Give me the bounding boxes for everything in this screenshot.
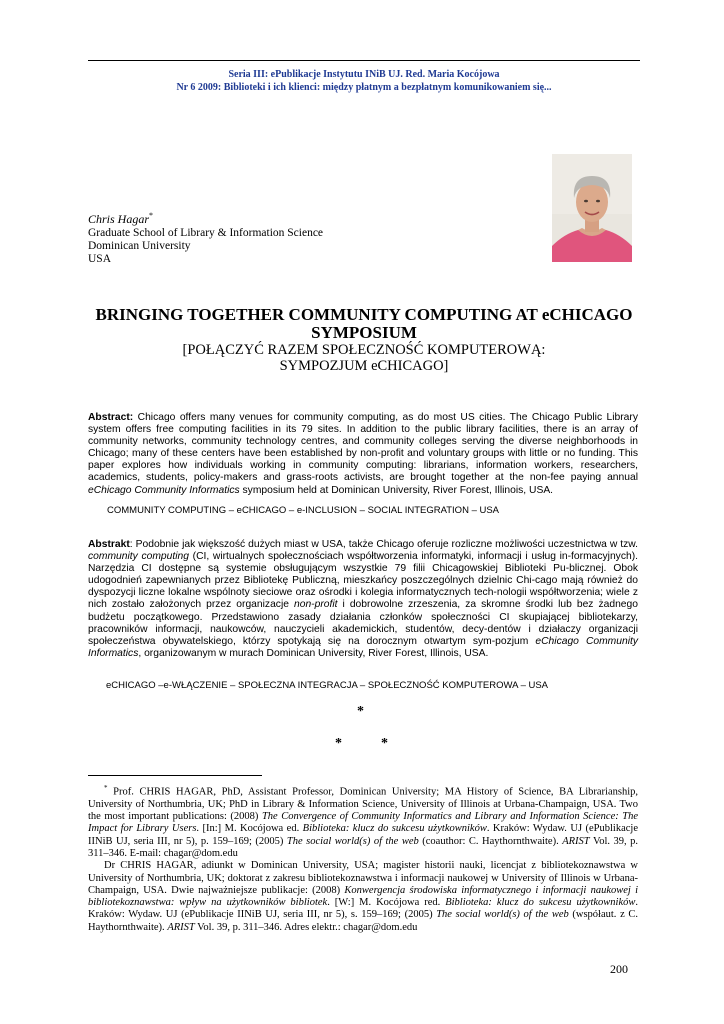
author-block: [88, 209, 323, 266]
author-affiliation: Graduate School of Library & Information Science: [88, 226, 324, 239]
footnotes: [88, 782, 638, 934]
footnote-mark: *: [104, 784, 108, 792]
abstract-tail: symposium held at Dominican University, River Forest, Illinois, USA.: [239, 484, 554, 496]
running-header: [88, 60, 640, 94]
abstrakt-text-4: , organizowanym w murach Dominican University, River Forest, Illinois, USA.: [138, 647, 489, 659]
abstract-label: Abstract:: [88, 412, 134, 423]
footnote-divider: [88, 775, 262, 776]
abstrakt-text-2: (CI, wirtualnych społecznościach współtworzenia informatyki, informacji i usług in-formacyjnych). Narzędzia CI dostępne są systemie obsługującym wszystkie 79 filii Chicagowskiej Biblioteki Pu-blicznej. Obok udogodnień zapewnianych przez Bibliotekę Publiczną, mieszkańcy poszczególnych dzielnic Chi-cago mają również do dyspozycji liczne lokalne wspólnoty sieciowe oraz ośrodki i kolegia informatycznych tech-nologii współtworzenia; wiele z nich zostało założonych przez organizacje: [88, 551, 639, 611]
abstract-italic: eChicago Community Informatics: [88, 484, 240, 496]
paper-title: [88, 306, 640, 374]
separator-star: *: [381, 736, 388, 751]
page-number: 200: [610, 962, 628, 976]
series-line: Seria III: ePublikacje Instytutu INiB UJ. Red. Maria Kocójowa: [228, 69, 500, 80]
separator-star: *: [357, 704, 364, 719]
author-name: Chris Hagar: [88, 211, 150, 226]
author-institution: Dominican University: [88, 239, 191, 252]
abstract-pl: [88, 539, 638, 660]
title-line-1: BRINGING TOGETHER COMMUNITY COMPUTING AT eCHICAGO: [95, 305, 633, 324]
abstrakt-italic-3: eChicago Community Informatics: [88, 635, 639, 659]
abstrakt-text-1: : Podobnie jak większość dużych miast w USA, także Chicago oferuje rozliczne możliwości uczestnictwa w tzw.: [129, 539, 638, 550]
abstrakt-text-3: i dobrowolne zrzeszenia, za skromne środki lub bez żadnego budżetu początkowego. Przedstawiono zasady działania członków społeczności CI skupiającej bibliotekarzy, pracowników informacji, naukowców, nauczycieli akademickich, studentów, decy-dentów i działaczy organizacji społeczeństwa obywatelskiego, którzy spotykają się na dorocznym otwartym sym-pozjum: [88, 599, 638, 647]
author-footnote-mark: *: [149, 211, 154, 220]
title-pl-line-1: [POŁĄCZYĆ RAZEM SPOŁECZNOŚĆ KOMPUTEROWĄ:: [182, 342, 546, 358]
separator-star: *: [335, 736, 342, 751]
abstrakt-italic-2: non-profit: [293, 599, 338, 611]
author-photo: [552, 154, 632, 262]
keywords-en: COMMUNITY COMPUTING – eCHICAGO – e-INCLUSION – SOCIAL INTEGRATION – USA: [107, 505, 500, 516]
title-pl-line-2: SYMPOZJUM eCHICAGO]: [279, 358, 449, 374]
abstrakt-label: Abstrakt: [88, 539, 130, 550]
abstract-en: [88, 412, 638, 497]
abstrakt-italic-1: community computing: [88, 551, 189, 563]
keywords-pl: eCHICAGO –e-WŁĄCZENIE – SPOŁECZNA INTEGRACJA – SPOŁECZNOŚĆ KOMPUTEROWA – USA: [106, 680, 549, 691]
title-line-2: SYMPOSIUM: [311, 323, 417, 342]
abstract-text: Chicago offers many venues for community computing, as do most US cities. The Chicago Public Library system offers free computing facilities in its 79 sites. In addition to the public library facilities, there is an array of community networks, community technology centres, and community colleges serving the diverse neighborhoods in Chicago; many of these centers have been established by non-profit and voluntary groups with little or no funding. This paper explores how individuals working in community computing: librarians, information workers, researchers, academics, students, policy-makers and grass-roots activists, are brought together at the non-fee paying annual: [88, 412, 638, 484]
issue-line: Nr 6 2009: Biblioteki i ich klienci: między płatnym a bezpłatnym komunikowaniem się...: [176, 82, 552, 93]
footnote-pl: Dr CHRIS HAGAR, adiunkt w Dominican University, USA; magister historii nauki, licencjat z bibliotekoznawstwa w University of Northumbria, UK; doktorat z zakresu bibliotekoznawstwa i informacji naukowej w University of Illinois w Urbana-Champaign, USA. Dwie najważniejsze publikacje: (2008) Konwergencja środowiska informatycznego i informacji naukowej i bibliotekoznawstwa: wpływ na użytkowników bibliotek. [W:] M. Kocójowa red. Biblioteka: klucz do sukcesu użytkowników. Kraków: Wydaw. UJ (ePublikacje IINiB UJ, seria III, nr 5), s. 159–169; (2005) The social world(s) of the web (współaut. z C. Haythornthwaite). ARIST Vol. 39, p. 311–346. Adres elektr.: chagar@dom.edu: [88, 860, 638, 933]
footnote-en: * Prof. CHRIS HAGAR, PhD, Assistant Professor, Dominican University; MA History of Science, BA Librarianship, University of Northumbria, UK; PhD in Library & Information Science, University of Illinois at Urbana-Champaign, USA. Two the most important publications: (2008) The Convergence of Community Informatics and Library and Information Science: The Impact for Library Users. [In:] M. Kocójowa ed. Biblioteka: klucz do sukcesu użytkowników. Kraków: Wydaw. UJ (ePublikacje IINiB UJ, seria III, nr 5), p. 159–169; (2005) The social world(s) of the web (coauthor: C. Haythornthwaite). ARIST Vol. 39, p. 311–346. E-mail: chagar@dom.edu: [88, 784, 638, 859]
author-country: USA: [88, 252, 112, 265]
